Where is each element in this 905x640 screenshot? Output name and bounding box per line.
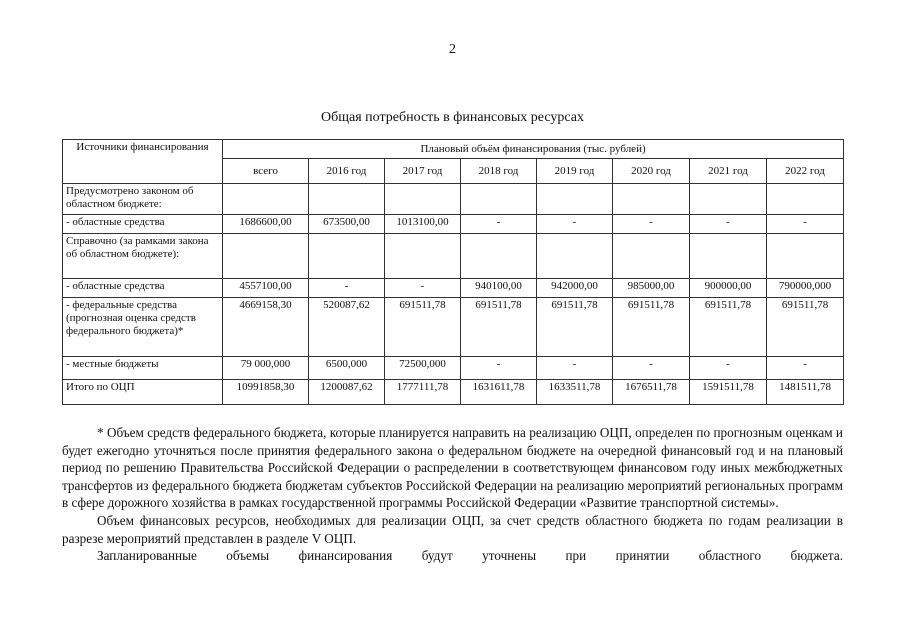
cell: 673500,00 [309,215,385,234]
cell [461,184,537,215]
cell: 940100,00 [461,279,537,298]
cell: 1481511,78 [767,380,844,405]
cell [461,234,537,279]
cell [613,234,690,279]
body-text [62,424,843,565]
cell: - [767,357,844,380]
table-title: Общая потребность в финансовых ресурсах [321,110,584,125]
planned-volumes-paragraph: Запланированные объемы финансирования будут уточнены при принятии областного бюджета. [97,548,843,564]
cell: - [767,215,844,234]
table-row [63,279,844,298]
cell: 691511,78 [537,298,613,357]
table-row [63,184,844,215]
cell [385,234,461,279]
cell: 985000,00 [613,279,690,298]
cell: - [461,357,537,380]
cell: 72500,000 [385,357,461,380]
cell: 10991858,30 [223,380,309,405]
resources-paragraph: Объем финансовых ресурсов, необходимых для реализации ОЦП, за счет средств областного бюджета по годам реализации в разрезе мероприятий представлен в разделе V ОЦП. [62,512,843,546]
footnote-paragraph: * Объем средств федерального бюджета, которые планируется направить на реализацию ОЦП, определен по прогнозным оценкам и будет ежегодно уточняться после принятия федерального закона о федеральном бюджете на очередной финансовый год и на плановый период по решению Правительства Российской Федерации о распределении в соответствующем финансовом году иных межбюджетных трансфертов из федерального бюджета бюджетам субъектов Российской Федерации на реализацию мероприятий региональных программ в сфере дорожного хозяйства в рамках государственной программы Российской Федерации «Развитие транспортной системы». [62,425,843,511]
table-row [63,357,844,380]
cell: 691511,78 [461,298,537,357]
row-label: Предусмотрено законом об областном бюджете: [63,184,223,215]
cell: - [690,357,767,380]
cell [613,184,690,215]
cell: 790000,000 [767,279,844,298]
col-header-2018: 2018 год [461,159,537,184]
cell: 1777111,78 [385,380,461,405]
col-header-2020: 2020 год [613,159,690,184]
col-header-2017: 2017 год [385,159,461,184]
cell [537,184,613,215]
cell: 1631611,78 [461,380,537,405]
cell: 1633511,78 [537,380,613,405]
financing-table [62,139,844,405]
cell: 691511,78 [767,298,844,357]
table-header-row-1 [63,140,844,159]
table-row [63,234,844,279]
cell: 1013100,00 [385,215,461,234]
cell [690,234,767,279]
col-header-2022: 2022 год [767,159,844,184]
source-header: Источники финансирования [63,140,223,184]
cell [223,234,309,279]
row-label: - местные бюджеты [63,357,223,380]
cell [309,184,385,215]
table-row [63,215,844,234]
cell: - [613,215,690,234]
cell: - [537,215,613,234]
row-label: - областные средства [63,279,223,298]
row-label: - федеральные средства (прогнозная оценка средств федерального бюджета)* [63,298,223,357]
cell: - [613,357,690,380]
cell [537,234,613,279]
cell: - [385,279,461,298]
cell [767,234,844,279]
cell: 1686600,00 [223,215,309,234]
cell: 1591511,78 [690,380,767,405]
cell: 691511,78 [385,298,461,357]
cell: 79 000,000 [223,357,309,380]
cell: 520087,62 [309,298,385,357]
cell: 1200087,62 [309,380,385,405]
cell: - [309,279,385,298]
row-label: - областные средства [63,215,223,234]
cell: 4557100,00 [223,279,309,298]
cell [767,184,844,215]
cell: - [690,215,767,234]
cell [309,234,385,279]
table-row-total [63,380,844,405]
cell [690,184,767,215]
cell: 1676511,78 [613,380,690,405]
cell [385,184,461,215]
col-header-2016: 2016 год [309,159,385,184]
col-header-total: всего [223,159,309,184]
table-row [63,298,844,357]
cell: 691511,78 [613,298,690,357]
page-number: 2 [449,42,456,57]
cell: 4669158,30 [223,298,309,357]
plan-header: Плановый объём финансирования (тыс. рублей) [223,140,844,159]
cell [223,184,309,215]
cell: 691511,78 [690,298,767,357]
col-header-2019: 2019 год [537,159,613,184]
cell: - [461,215,537,234]
row-label: Справочно (за рамками закона об областном бюджете): [63,234,223,279]
cell: 900000,00 [690,279,767,298]
cell: 6500,000 [309,357,385,380]
cell: - [537,357,613,380]
col-header-2021: 2021 год [690,159,767,184]
row-label: Итого по ОЦП [63,380,223,405]
cell: 942000,00 [537,279,613,298]
